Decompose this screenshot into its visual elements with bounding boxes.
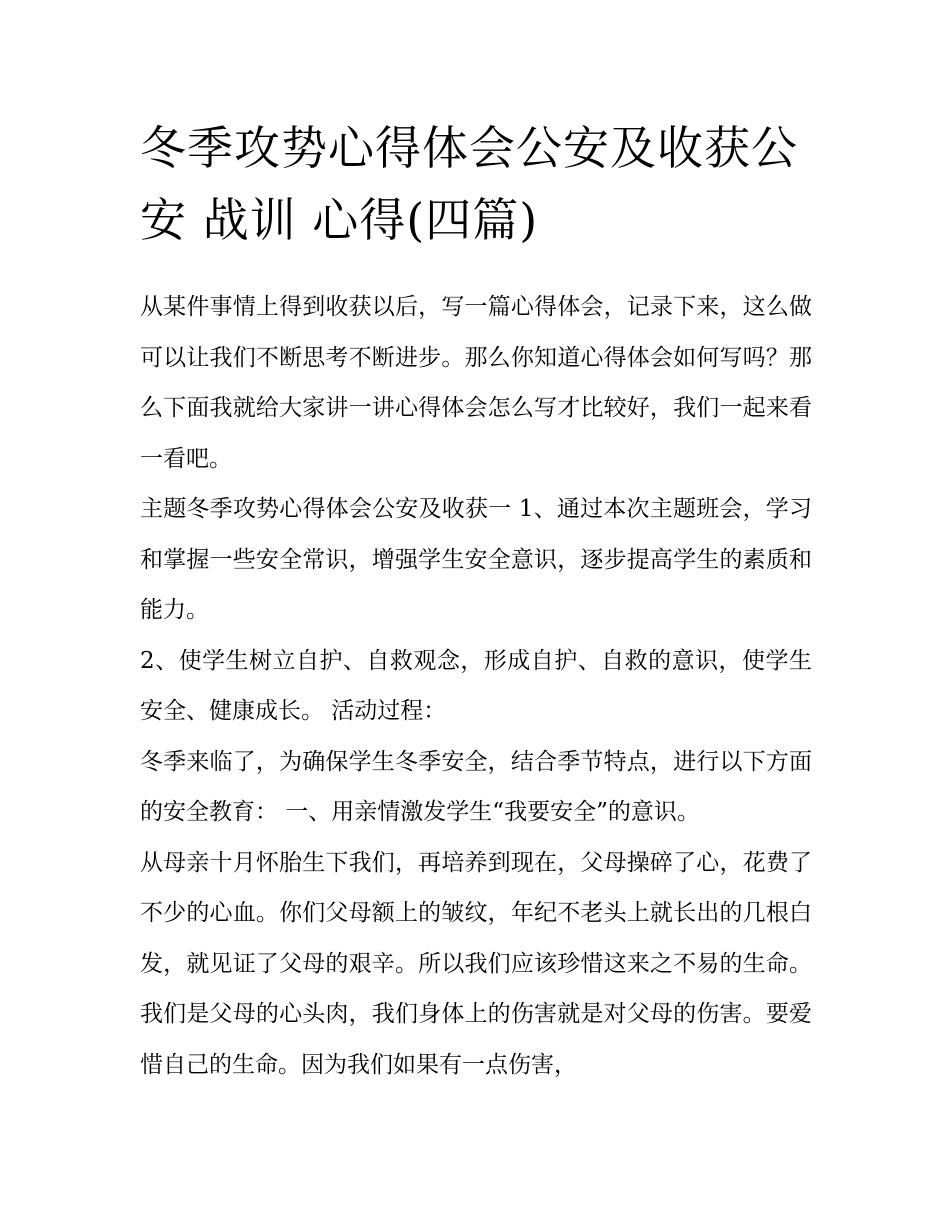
paragraph-intro: 从某件事情上得到收获以后，写一篇心得体会，记录下来，这么做可以让我们不断思考不断进步。那么你知道心得体会如何写吗？那么下面我就给大家讲一讲心得体会怎么写才比较好，我们一起来看一看吧。 bbox=[140, 294, 812, 472]
paragraph-theme-goal-2: 2、使学生树立自护、自救观念，形成自护、自救的意识，使学生安全、健康成长。 活动过程： bbox=[140, 647, 812, 724]
paragraph-parents-care: 从母亲十月怀胎生下我们，再培养到现在，父母操碎了心，花费了不少的心血。你们父母额上的皱纹，年纪不老头上就长出的几根白发，就见证了父母的艰辛。所以我们应该珍惜这来之不易的生命。我们是父母的心头肉，我们身体上的伤害就是对父母的伤害。要爱惜自己的生命。因为我们如果有一点伤害， bbox=[140, 849, 812, 1078]
paragraph-winter-safety: 冬季来临了，为确保学生冬季安全，结合季节特点，进行以下方面的安全教育： 一、用亲情激发学生“我要安全”的意识。 bbox=[140, 748, 812, 825]
document-body bbox=[140, 282, 812, 1090]
document-title: 冬季攻势心得体会公安及收获公安 战训 心得(四篇) bbox=[140, 121, 798, 247]
paragraph-theme-goal-1: 主题冬季攻势心得体会公安及收获一 1、通过本次主题班会，学习和掌握一些安全常识，增强学生安全意识，逐步提高学生的素质和能力。 bbox=[140, 496, 812, 623]
